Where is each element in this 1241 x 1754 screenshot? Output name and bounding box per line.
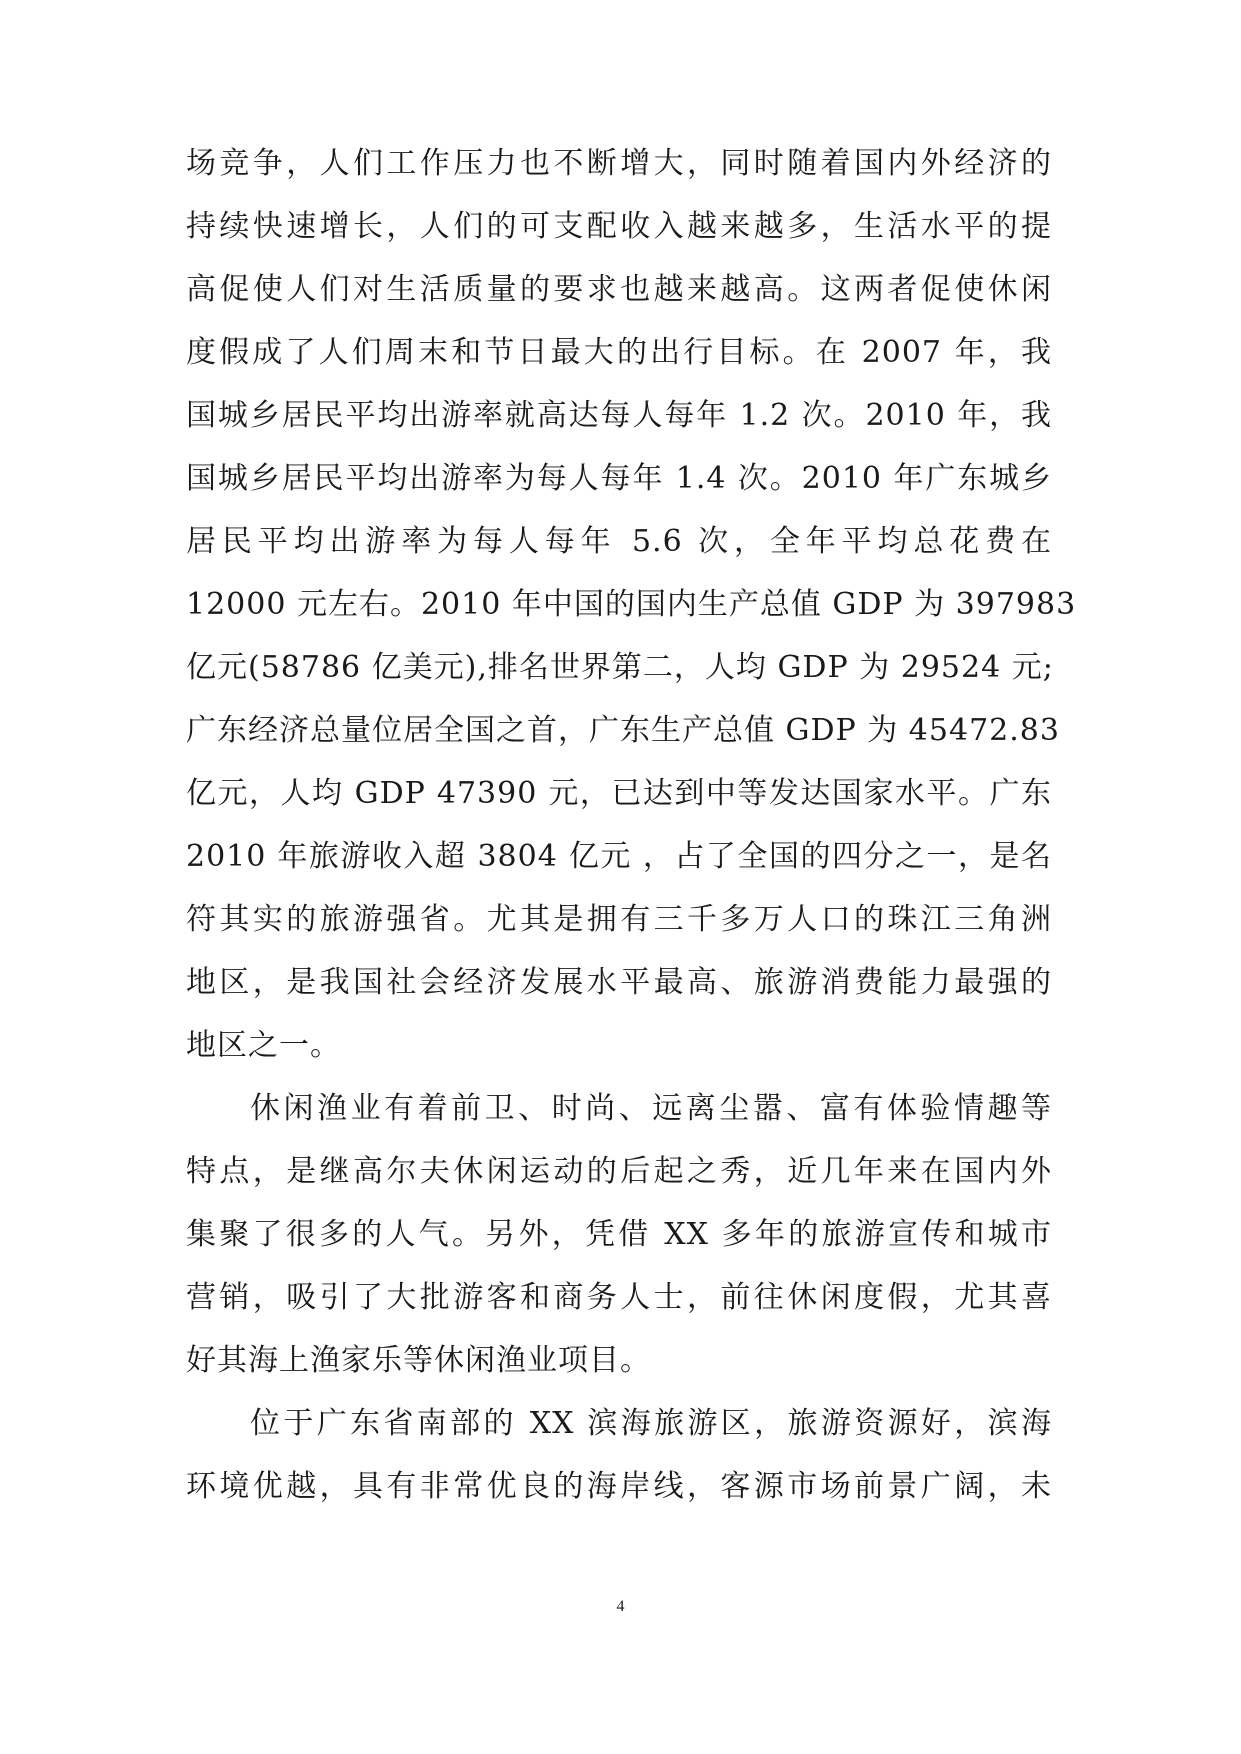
text-line: 场竞争，人们工作压力也不断增大，同时随着国内外经济的	[186, 146, 1052, 181]
text-line: 持续快速增长，人们的可支配收入越来越多，生活水平的提	[186, 209, 1052, 244]
text-line: 居民平均出游率为每人每年 5.6 次，全年平均总花费在	[186, 524, 1052, 559]
text-line: 特点，是继高尔夫休闲运动的后起之秀，近几年来在国内外	[186, 1154, 1052, 1189]
text-line: 2010 年旅游收入超 3804 亿元 ，占了全国的四分之一，是名	[186, 839, 1052, 874]
text-line: 符其实的旅游强省。尤其是拥有三千多万人口的珠江三角洲	[186, 902, 1052, 937]
text-line: 国城乡居民平均出游率为每人每年 1.4 次。2010 年广东城乡	[186, 461, 1052, 496]
text-line: 亿元，人均 GDP 47390 元，已达到中等发达国家水平。广东	[186, 776, 1052, 811]
text-line: 好其海上渔家乐等休闲渔业项目。	[186, 1343, 651, 1378]
text-line: 12000 元左右。2010 年中国的国内生产总值 GDP 为 397983	[186, 587, 1077, 622]
text-line: 国城乡居民平均出游率就高达每人每年 1.2 次。2010 年，我	[186, 398, 1052, 433]
text-line: 位于广东省南部的 XX 滨海旅游区，旅游资源好，滨海	[250, 1406, 1052, 1441]
text-line: 广东经济总量位居全国之首，广东生产总值 GDP 为 45472.83	[186, 713, 1060, 748]
text-line: 营销，吸引了大批游客和商务人士，前往休闲度假，尤其喜	[186, 1280, 1052, 1315]
text-line: 亿元(58786 亿美元),排名世界第二，人均 GDP 为 29524 元;	[186, 650, 1054, 685]
text-line: 度假成了人们周末和节日最大的出行目标。在 2007 年，我	[186, 335, 1052, 370]
text-line: 休闲渔业有着前卫、时尚、远离尘嚣、富有体验情趣等	[250, 1091, 1052, 1126]
text-line: 地区之一。	[186, 1028, 341, 1063]
page-number: 4	[616, 1598, 625, 1615]
text-line: 高促使人们对生活质量的要求也越来越高。这两者促使休闲	[186, 272, 1052, 307]
paragraph-1	[186, 132, 1077, 1077]
text-line: 集聚了很多的人气。另外，凭借 XX 多年的旅游宣传和城市	[186, 1217, 1052, 1252]
text-line: 环境优越，具有非常优良的海岸线，客源市场前景广阔，未	[186, 1469, 1052, 1504]
text-line: 地区，是我国社会经济发展水平最高、旅游消费能力最强的	[186, 965, 1052, 1000]
paragraph-3	[186, 1392, 1052, 1518]
paragraph-2	[186, 1077, 1052, 1392]
